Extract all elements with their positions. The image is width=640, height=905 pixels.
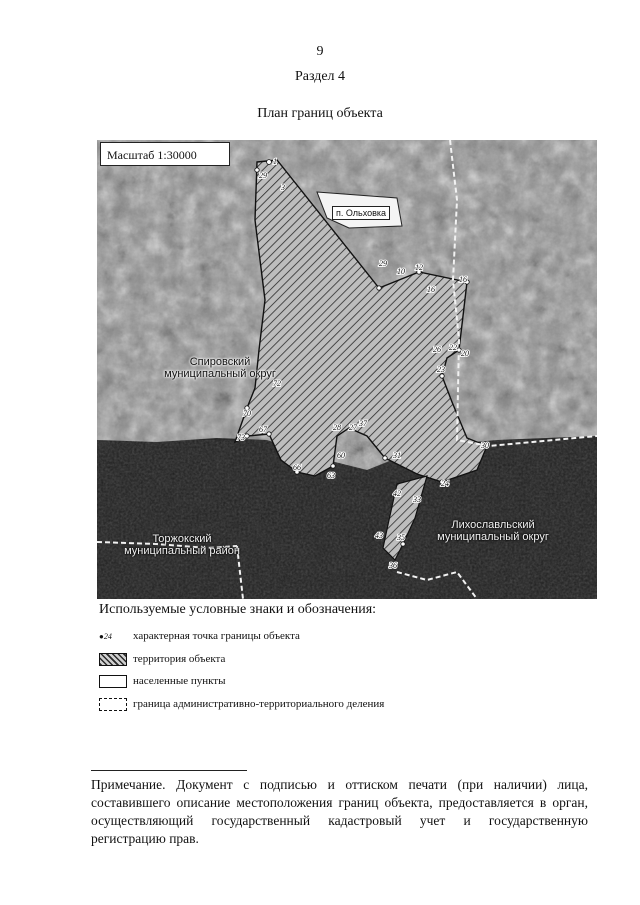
legend-item-label: населенные пункты	[133, 675, 226, 687]
svg-text:23: 23	[437, 365, 445, 374]
settlement-label: п. Ольховка	[332, 206, 390, 220]
region-label-spirovsky-line1: Спировский	[189, 356, 251, 368]
region-label-likhoslavl-line1: Лихославльский	[451, 519, 535, 531]
svg-text:70: 70	[243, 409, 251, 418]
svg-text:43: 43	[375, 531, 383, 540]
footnote-separator	[91, 770, 247, 771]
legend-title: Используемые условные знаки и обозначения:	[99, 602, 377, 617]
svg-text:20: 20	[461, 349, 469, 358]
svg-text:24: 24	[441, 479, 449, 488]
page-number: 9	[316, 44, 324, 59]
svg-text:72: 72	[273, 379, 281, 388]
svg-text:16: 16	[459, 275, 467, 284]
svg-text:27: 27	[349, 423, 357, 432]
svg-text:73: 73	[237, 433, 245, 442]
svg-text:63: 63	[327, 471, 335, 480]
legend-item-object-territory	[99, 651, 225, 667]
svg-text:10: 10	[397, 267, 405, 276]
boundary-point-symbol: ●24	[99, 631, 112, 641]
hatch-swatch	[99, 653, 127, 666]
svg-text:60: 60	[337, 451, 345, 460]
legend-item-label: характерная точка границы объекта	[133, 630, 300, 642]
svg-text:33: 33	[413, 495, 421, 504]
svg-text:37: 37	[359, 419, 367, 428]
region-label-torzhoksky	[107, 533, 257, 557]
admin-boundary-swatch	[99, 698, 127, 711]
region-label-spirovsky-line2: муниципальный округ	[164, 368, 276, 380]
region-label-torzhoksky-line2: муниципальный район	[124, 545, 240, 557]
svg-text:66: 66	[293, 463, 301, 472]
svg-text:36: 36	[389, 561, 397, 570]
svg-text:22: 22	[449, 343, 457, 352]
svg-text:67: 67	[259, 425, 267, 434]
svg-text:3: 3	[281, 183, 285, 192]
legend-item-admin-boundary	[99, 696, 384, 712]
section-title: Раздел 4	[294, 69, 346, 84]
legend-item-boundary-point	[99, 628, 300, 644]
svg-text:31: 31	[393, 451, 401, 460]
svg-text:29: 29	[259, 171, 267, 180]
legend-item-label: граница административно-территориального деления	[133, 698, 385, 710]
map-scale-label: Масштаб 1:30000	[100, 142, 230, 166]
svg-text:26: 26	[433, 345, 441, 354]
svg-text:16: 16	[427, 285, 435, 294]
region-label-likhoslavl	[418, 519, 568, 543]
region-label-likhoslavl-line2: муниципальный округ	[437, 531, 549, 543]
svg-text:29: 29	[379, 259, 387, 268]
svg-text:28: 28	[333, 423, 341, 432]
svg-text:35: 35	[397, 533, 405, 542]
plan-title: План границ объекта	[257, 106, 383, 121]
settlement-swatch	[99, 675, 127, 688]
svg-text:30: 30	[481, 441, 489, 450]
region-label-spirovsky	[150, 356, 290, 380]
svg-text:12: 12	[415, 263, 423, 272]
footnote-text: Примечание. Документ с подписью и оттиском печати (при наличии) лица, составившего описание местоположения границ объекта, предоставляется в орган, осуществляющий государственный кадастровый учет и государственную регистрацию прав.	[91, 777, 588, 846]
legend-item-settlements	[99, 673, 226, 689]
region-label-torzhoksky-line1: Торжокский	[152, 533, 212, 545]
svg-text:42: 42	[393, 489, 401, 498]
legend-item-label: территория объекта	[133, 653, 226, 665]
svg-text:1: 1	[273, 157, 277, 166]
